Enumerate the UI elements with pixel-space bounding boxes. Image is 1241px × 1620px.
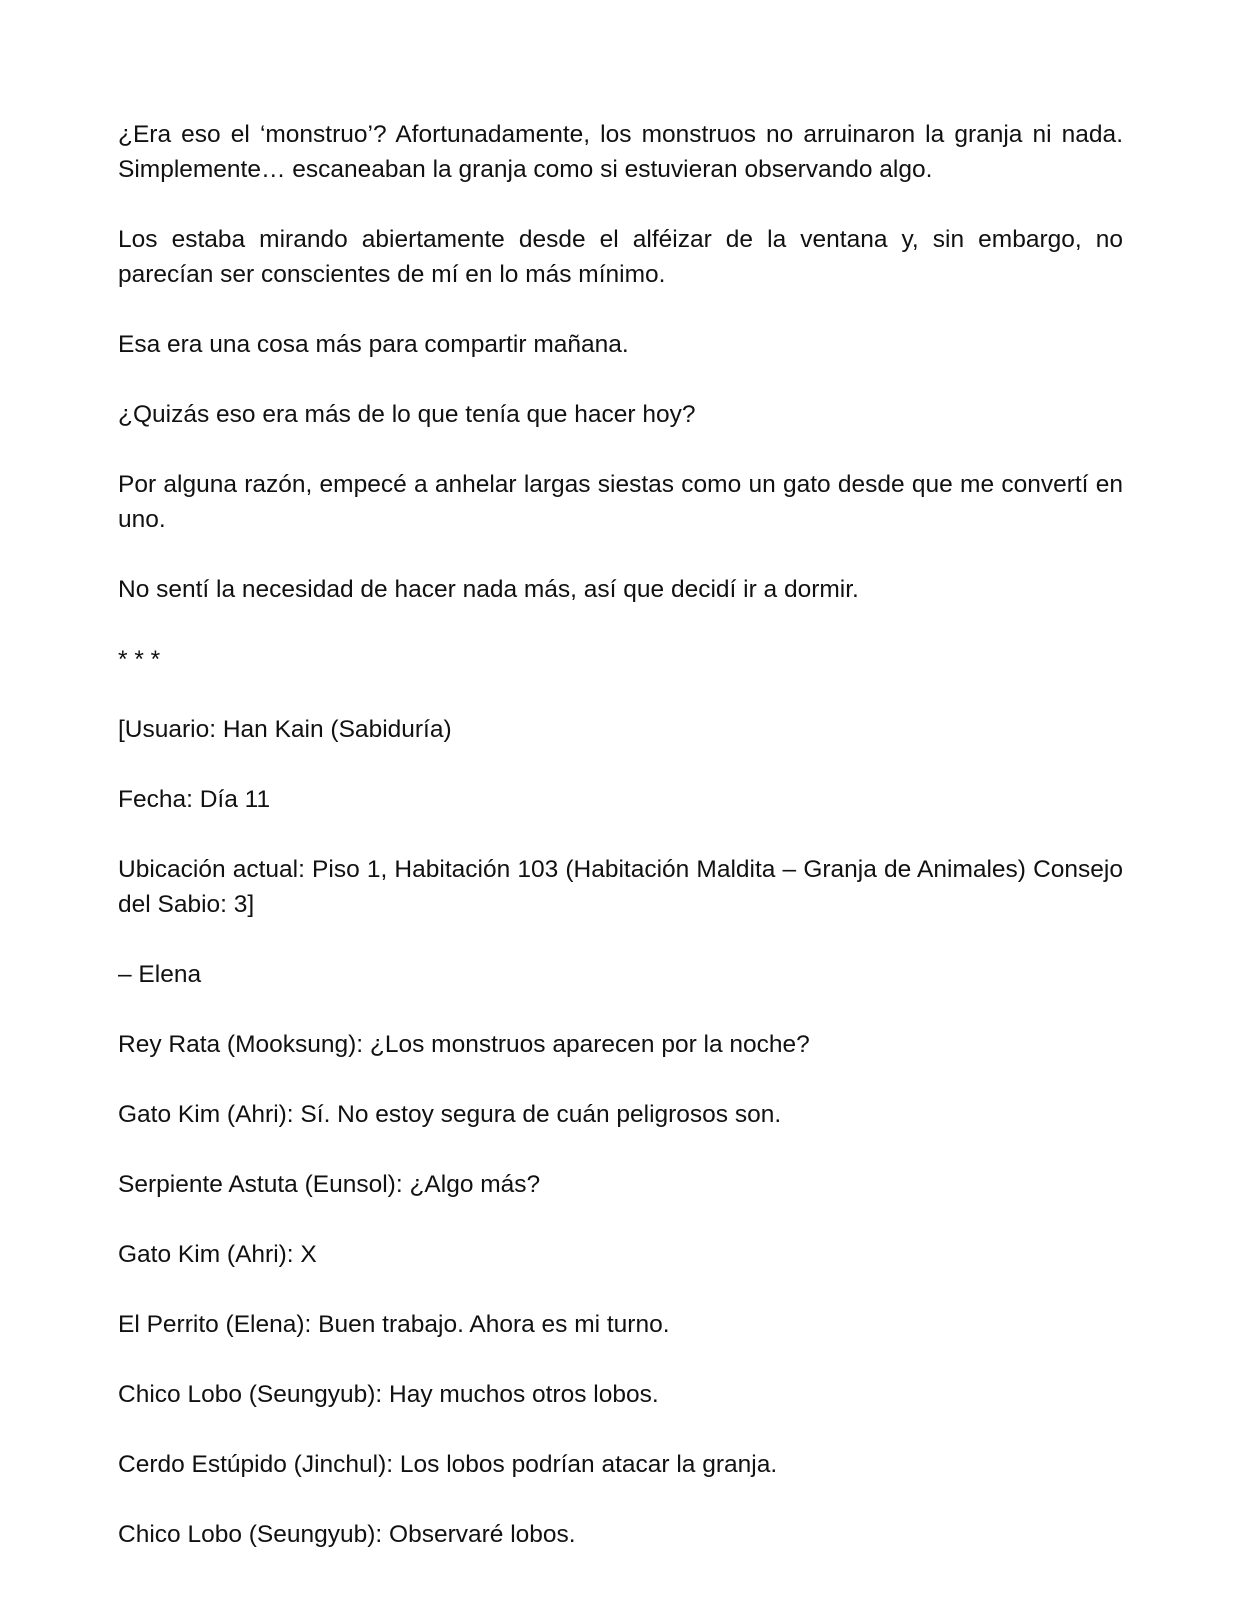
status-user-line: [Usuario: Han Kain (Sabiduría) (118, 716, 452, 743)
chat-message: Rey Rata (Mooksung): ¿Los monstruos aparecen por la noche? (118, 1031, 810, 1058)
paragraph-cat-naps: Por alguna razón, empecé a anhelar largas siestas como un gato desde que me convertí en uno. (118, 471, 1123, 533)
paragraph-monster-intro: ¿Era eso el ‘monstruo’? Afortunadamente, los monstruos no arruinaron la granja ni nada. Simplemente… escaneaban la granja como si estuvieran observando algo. (118, 121, 1123, 183)
paragraph-share-tomorrow: Esa era una cosa más para compartir mañana. (118, 331, 629, 358)
paragraph-today-question: ¿Quizás eso era más de lo que tenía que hacer hoy? (118, 401, 696, 428)
chat-message: Gato Kim (Ahri): Sí. No estoy segura de cuán peligrosos son. (118, 1101, 782, 1128)
chat-sender-line: – Elena (118, 961, 202, 988)
status-date-line: Fecha: Día 11 (118, 786, 271, 813)
chat-message: El Perrito (Elena): Buen trabajo. Ahora es mi turno. (118, 1311, 670, 1338)
chat-message: Chico Lobo (Seungyub): Observaré lobos. (118, 1521, 576, 1548)
paragraph-window-sill: Los estaba mirando abiertamente desde el alféizar de la ventana y, sin embargo, no parecían ser conscientes de mí en lo más mínimo. (118, 226, 1123, 288)
paragraph-go-to-sleep: No sentí la necesidad de hacer nada más, así que decidí ir a dormir. (118, 576, 859, 603)
scene-break-separator: * * * (118, 646, 161, 673)
chat-message: Chico Lobo (Seungyub): Hay muchos otros lobos. (118, 1381, 659, 1408)
chat-message: Gato Kim (Ahri): X (118, 1241, 317, 1268)
chat-message: Cerdo Estúpido (Jinchul): Los lobos podrían atacar la granja. (118, 1451, 778, 1478)
chat-message: Serpiente Astuta (Eunsol): ¿Algo más? (118, 1171, 541, 1198)
document-page (118, 117, 1123, 1552)
status-location-line: Ubicación actual: Piso 1, Habitación 103 (Habitación Maldita – Granja de Animales) Consejo del Sabio: 3] (118, 856, 1123, 918)
